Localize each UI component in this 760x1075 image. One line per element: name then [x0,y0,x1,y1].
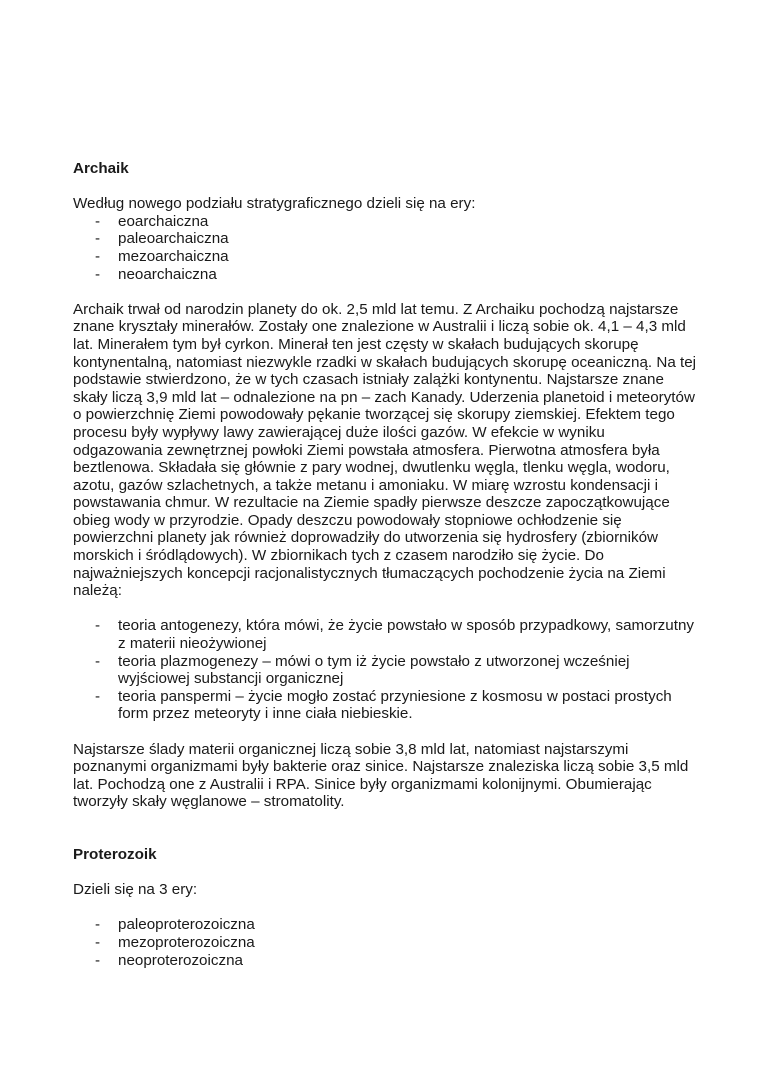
list-item: - teoria antogenezy, która mówi, że życie powstało w sposób przypadkowy, samorzutny z materii nieożywionej [95,617,694,653]
archaik-paragraph-1: Archaik trwał od narodzin planety do ok. 2,5 mld lat temu. Z Archaiku pochodzą najstarsze znane kryształy minerałów. Zostały one znalezione w Australii i liczą sobie ok. 4,1 – 4,3 mld lat. Minerałem tym był cyrkon. Minerał ten jest częsty w skałach budujących skorupę kontynentalną, natomiast niezwykle rzadki w skałach budujących skorupę oceaniczną. Na tej podstawie stwierdzono, że w tych czasach istniały zalążki kontynentu. Najstarsze znane skały liczą 3,9 mld lat – odnalezione na pn – zach Kanady. Uderzenia planetoid i meteorytów o powierzchnię Ziemi powodowały pękanie tworzącej się skorupy ziemskiej. Efektem tego procesu były wypływy lawy zawierającej duże ilości gazów. W efekcie w wyniku odgazowania zewnętrznej powłoki Ziemi powstała atmosfera. Pierwotna atmosfera była beztlenowa. Składała się głównie z pary wodnej, dwutlenku węgla, tlenku węgla, wodoru, azotu, gazów szlachetnych, a także metanu i amoniaku. W miarę wzrostu kondensacji i powstawania chmur. W rezultacie na Ziemie spadły pierwsze deszcze zapoczątkowujące obieg wody w przyrodzie. Opady deszczu powodowały stopniowe ochłodzenie się powierzchni planety jak również doprowadziły do utworzenia się hydrosfery (zbiorników morskich i śródlądowych). W zbiornikach tych z czasem narodziło się życie. Do najważniejszych koncepcji racjonalistycznych tłumaczących pochodzenie życia na Ziemi należą: [73,300,697,600]
list-dash: - [95,617,101,635]
list-item: - teoria plazmogenezy – mówi o tym iż życie powstało z utworzonej wcześniej wyjściowej substancji organicznej [95,652,630,688]
list-dash: - [95,933,101,951]
archaik-paragraph-2: Najstarsze ślady materii organicznej liczą sobie 3,8 mld lat, natomiast najstarszymi poznanymi organizmami były bakterie oraz sinice. Najstarsze znaleziska liczą sobie 3,5 mld lat. Pochodzą one z Australii i RPA. Sinice były organizmami kolonijnymi. Obumierając tworzyły skały węglanowe – stromatolity. [73,740,689,811]
archaik-eras-list [73,213,700,283]
proterozoik-intro: Dzieli się na 3 ery: [73,881,198,899]
list-dash: - [95,652,101,670]
list-dash: - [95,951,101,969]
list-dash: - [95,916,101,934]
list-item: - neoarchaiczna [95,265,217,283]
list-item: - paleoproterozoiczna [95,916,255,934]
list-dash: - [95,212,101,230]
theories-list [73,617,700,723]
list-item: - mezoarchaiczna [95,247,229,265]
list-dash: - [95,247,101,265]
proterozoik-eras-list [73,916,700,969]
list-dash: - [95,265,101,283]
section-title-archaik: Archaik [73,160,129,177]
section-title-proterozoik: Proterozoik [73,845,157,863]
list-item: - neoproterozoiczna [95,951,243,969]
list-dash: - [95,230,101,248]
archaik-intro: Według nowego podziału stratygraficznego dzieli się na ery: [73,195,476,213]
list-item: - teoria panspermi – życie mogło zostać przyniesione z kosmosu w postaci prostych form przez meteoryty i inne ciała niebieskie. [95,687,672,723]
list-dash: - [95,687,101,705]
list-item: - mezoproterozoiczna [95,933,255,951]
list-item: - eoarchaiczna [95,212,209,230]
list-item: - paleoarchaiczna [95,230,229,248]
